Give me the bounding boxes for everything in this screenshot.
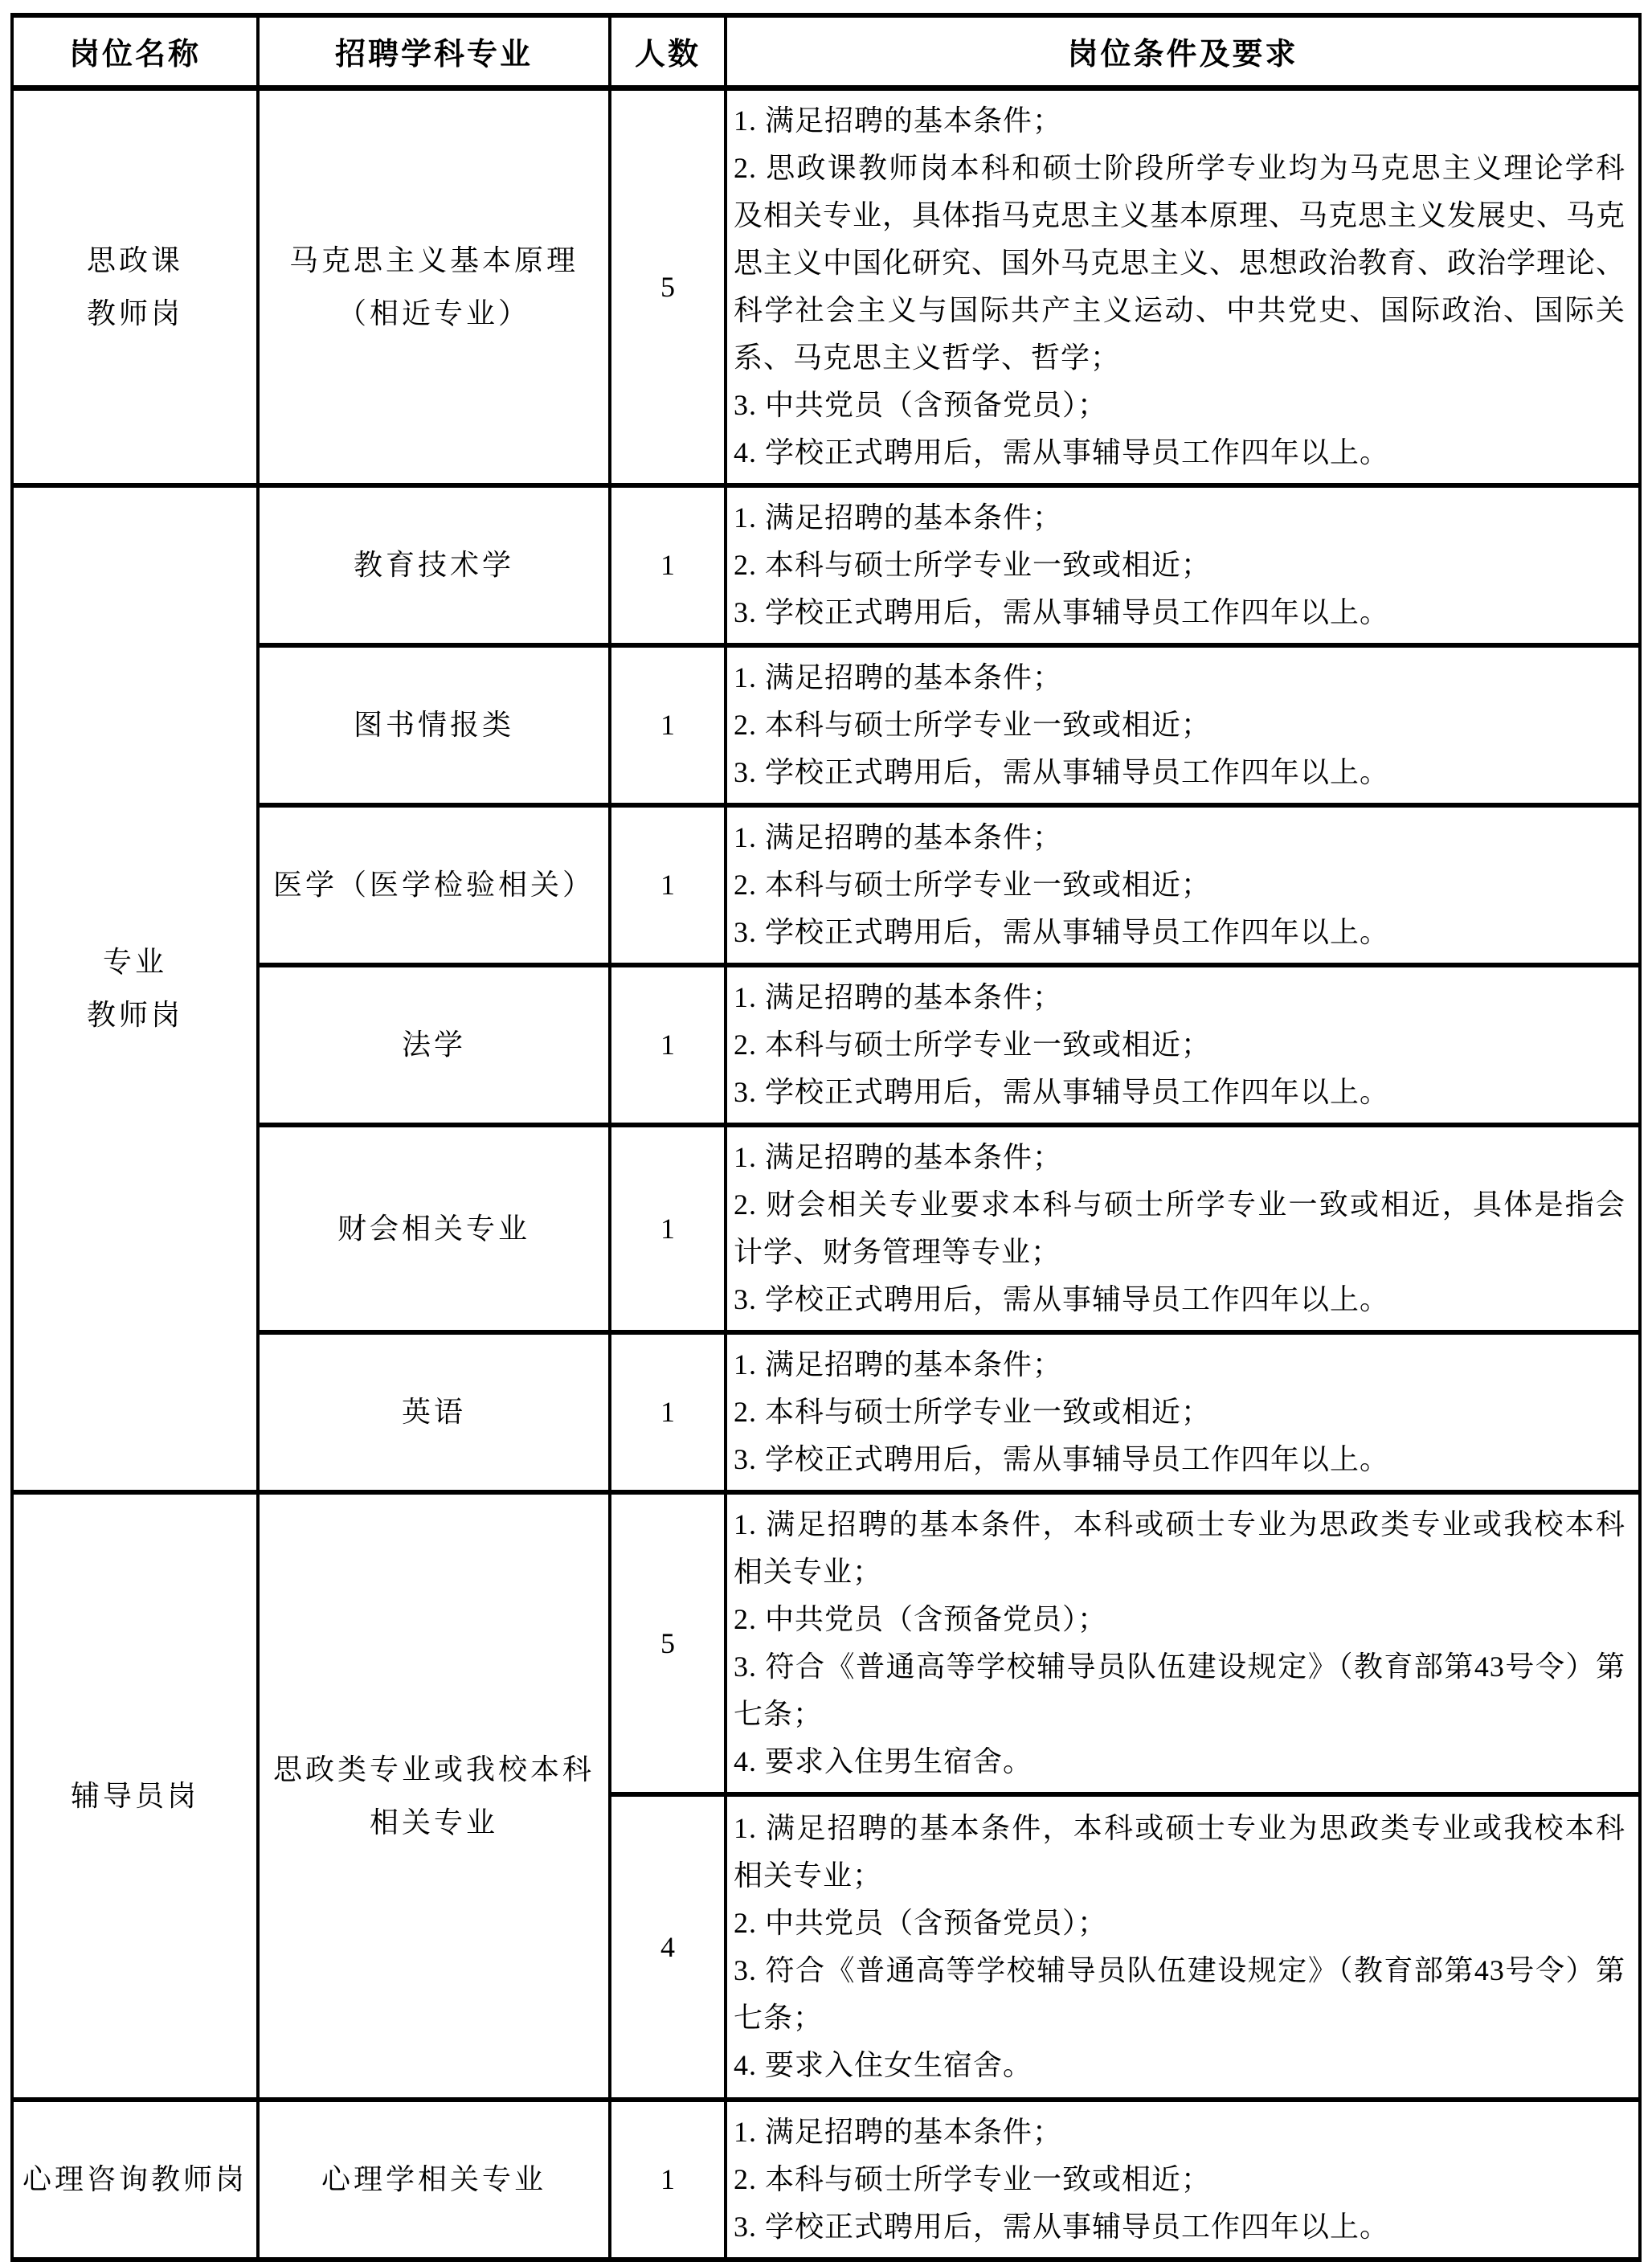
requirement-item: 2. 本科与硕士所学专业一致或相近； [734,1395,1212,1428]
requirements-cell [726,805,1640,965]
count-cell: 1 [610,485,726,645]
major-label-line: （相近专业） [337,297,530,329]
requirements-cell [726,645,1640,805]
column-header-position: 岗位名称 [12,15,258,88]
position-cell [12,2100,258,2260]
requirements-cell [726,1125,1640,1332]
table-row [12,1492,1640,1794]
requirement-item: 4. 学校正式聘用后，需从事辅导员工作四年以上。 [734,436,1390,468]
position-cell [12,88,258,485]
column-header-major: 招聘学科专业 [258,15,610,88]
requirements-cell [726,1492,1640,1794]
requirement-item: 4. 要求入住男生宿舍。 [734,1745,1033,1777]
requirement-item: 3. 中共党员（含预备党员）； [734,388,1108,421]
major-label-line: 英语 [401,1396,466,1428]
position-cell [12,1492,258,2100]
requirement-item: 3. 学校正式聘用后，需从事辅导员工作四年以上。 [734,1442,1390,1475]
count-cell: 5 [610,88,726,485]
requirement-item: 3. 学校正式聘用后，需从事辅导员工作四年以上。 [734,915,1390,948]
major-label-line: 医学（医学检验相关） [272,869,595,901]
requirement-item: 1. 满足招聘的基本条件； [734,980,1063,1013]
requirement-item: 3. 符合《普通高等学校辅导员队伍建设规定》（教育部第43号令）第七条； [734,1650,1625,1730]
requirement-item: 1. 满足招聘的基本条件； [734,1348,1063,1381]
requirement-item: 3. 学校正式聘用后，需从事辅导员工作四年以上。 [734,755,1390,788]
column-header-count: 人数 [610,15,726,88]
requirement-item: 2. 本科与硕士所学专业一致或相近； [734,548,1212,581]
major-cell [258,1492,610,2100]
major-cell [258,1332,610,1492]
requirement-item: 2. 思政课教师岗本科和硕士阶段所学专业均为马克思主义理论学科及相关专业，具体指马克思主义基本原理、马克思主义发展史、马克思主义中国化研究、国外马克思主义、思想政治教育、政治学理论、科学社会主义与国际共产主义运动、中共党史、国际政治、国际关系、马克思主义哲学、哲学； [734,151,1626,374]
major-label-line: 图书情报类 [353,709,514,741]
requirements-cell [726,2100,1640,2260]
count-cell: 1 [610,805,726,965]
major-label-line: 财会相关专业 [337,1212,530,1245]
major-cell [258,2100,610,2260]
requirement-item: 1. 满足招聘的基本条件； [734,661,1063,693]
major-label-line: 教育技术学 [353,549,514,581]
requirement-item: 3. 符合《普通高等学校辅导员队伍建设规定》（教育部第43号令）第七条； [734,1953,1625,2034]
position-label-line: 专业 [102,946,167,978]
requirement-item: 2. 本科与硕士所学专业一致或相近； [734,1028,1212,1061]
count-cell: 1 [610,645,726,805]
major-cell [258,645,610,805]
major-cell [258,965,610,1125]
major-cell [258,485,610,645]
major-label-line: 相关专业 [369,1806,498,1839]
position-label-line: 思政课 [86,243,183,276]
requirement-item: 1. 满足招聘的基本条件； [734,820,1063,853]
major-label-line: 思政类专业或我校本科 [272,1753,595,1785]
position-label-line: 心理咨询教师岗 [22,2163,247,2195]
requirement-item: 2. 本科与硕士所学专业一致或相近； [734,2162,1212,2195]
count-cell: 1 [610,2100,726,2260]
position-label-line: 教师岗 [86,999,183,1031]
requirement-item: 2. 中共党员（含预备党员）； [734,1906,1108,1939]
table-row [12,88,1640,485]
requirement-item: 1. 满足招聘的基本条件； [734,104,1063,137]
major-cell [258,805,610,965]
requirement-item: 1. 满足招聘的基本条件； [734,2115,1063,2148]
position-label-line: 辅导员岗 [70,1779,199,1812]
requirement-item: 1. 满足招聘的基本条件，本科或硕士专业为思政类专业或我校本科相关专业； [734,1507,1625,1588]
requirements-cell [726,485,1640,645]
requirements-cell [726,1332,1640,1492]
count-cell: 5 [610,1492,726,1794]
position-label-line: 教师岗 [86,297,183,329]
major-cell [258,88,610,485]
table-row [12,2100,1640,2260]
recruitment-table [10,13,1642,2262]
requirement-item: 3. 学校正式聘用后，需从事辅导员工作四年以上。 [734,2210,1390,2243]
requirement-item: 3. 学校正式聘用后，需从事辅导员工作四年以上。 [734,1075,1390,1108]
requirements-cell [726,1794,1640,2100]
position-cell [12,485,258,1492]
major-label-line: 心理学相关专业 [321,2163,546,2195]
requirement-item: 2. 本科与硕士所学专业一致或相近； [734,868,1212,901]
requirement-item: 3. 学校正式聘用后，需从事辅导员工作四年以上。 [734,595,1390,628]
column-header-requirements: 岗位条件及要求 [726,15,1640,88]
requirement-item: 4. 要求入住女生宿舍。 [734,2048,1033,2081]
requirement-item: 1. 满足招聘的基本条件； [734,501,1063,534]
requirement-item: 2. 本科与硕士所学专业一致或相近； [734,708,1212,741]
requirement-item: 2. 财会相关专业要求本科与硕士所学专业一致或相近，具体是指会计学、财务管理等专业； [734,1188,1625,1268]
count-cell: 1 [610,965,726,1125]
major-label-line: 马克思主义基本原理 [288,243,579,276]
requirement-item: 3. 学校正式聘用后，需从事辅导员工作四年以上。 [734,1282,1390,1315]
requirement-item: 1. 满足招聘的基本条件； [734,1140,1063,1173]
requirement-item: 1. 满足招聘的基本条件，本科或硕士专业为思政类专业或我校本科相关专业； [734,1811,1625,1892]
requirement-item: 2. 中共党员（含预备党员）； [734,1602,1108,1635]
count-cell: 1 [610,1332,726,1492]
table-row [12,485,1640,645]
major-label-line: 法学 [401,1029,466,1061]
major-cell [258,1125,610,1332]
requirements-cell [726,88,1640,485]
count-cell: 4 [610,1794,726,2100]
requirements-cell [726,965,1640,1125]
count-cell: 1 [610,1125,726,1332]
header-row [12,15,1640,88]
